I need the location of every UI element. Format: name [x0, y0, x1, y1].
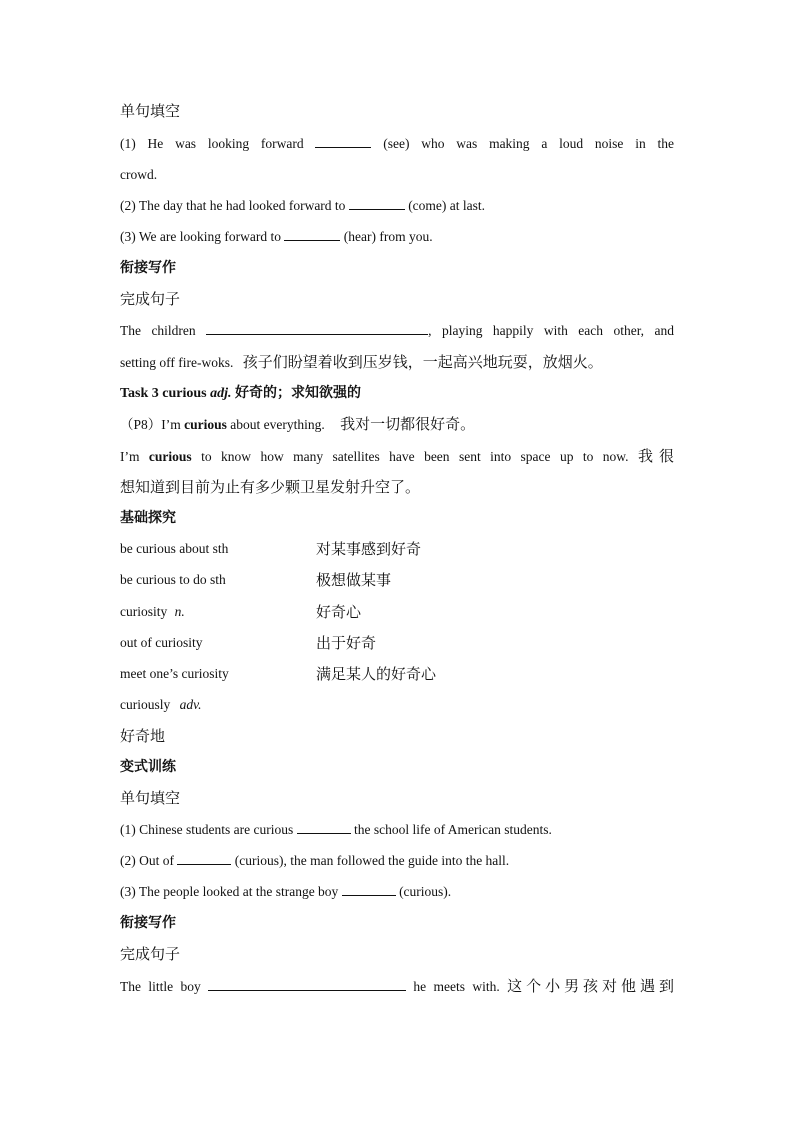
section-heading: 单句填空: [120, 102, 181, 120]
section-heading: 衔接写作: [120, 915, 176, 931]
translation-line: The little boy he meets with. 这个小男孩对他遇到: [120, 977, 674, 995]
question-3: (3) We are looking forward to (hear) from you.: [120, 229, 433, 244]
drill-question-1: (1) Chinese students are curious the school life of American students.: [120, 822, 552, 837]
translation-line-2: setting off fire-woks. 孩子们盼望着收到压岁钱，一起高兴地玩耍，放烟火。: [120, 353, 603, 371]
phrase-meaning: 极想做某事: [316, 571, 392, 589]
question-1-cont: crowd.: [120, 167, 158, 182]
section-heading: 衔接写作: [120, 260, 176, 276]
example-2: I’m curious to know how many satellites have been sent into space up to now. 我很: [120, 447, 674, 465]
answer-blank[interactable]: [349, 196, 405, 210]
phrase-meaning: 出于好奇: [316, 634, 377, 652]
answer-blank[interactable]: [297, 820, 351, 834]
phrase-meaning: 好奇心: [316, 603, 362, 621]
phrase-term: be curious about sth: [120, 541, 229, 556]
answer-blank[interactable]: [342, 882, 396, 896]
phrase-meaning: 满足某人的好奇心: [316, 665, 437, 683]
example-1: （P8）I’m curious about everything. 我对一切都很好奇。: [120, 415, 476, 433]
section-subheading: 完成句子: [120, 290, 181, 308]
section-subheading: 完成句子: [120, 945, 181, 963]
example-2-cont: 想知道到目前为止有多少颗卫星发射升空了。: [120, 478, 421, 496]
phrase-term: out of curiosity: [120, 635, 203, 650]
phrase-term: curiously adv.: [120, 697, 202, 712]
section-subheading: 单句填空: [120, 789, 181, 807]
drill-question-3: (3) The people looked at the strange boy (curious).: [120, 884, 452, 899]
answer-blank[interactable]: [208, 977, 406, 991]
phrase-term: curiosity n.: [120, 604, 185, 619]
phrase-term: be curious to do sth: [120, 572, 226, 587]
phrase-meaning: 对某事感到好奇: [316, 540, 422, 558]
answer-blank[interactable]: [206, 321, 428, 335]
phrase-meaning: 好奇地: [120, 727, 166, 745]
task-heading: Task 3 curious adj. 好奇的；求知欲强的: [120, 385, 362, 401]
section-heading: 变式训练: [120, 759, 176, 775]
answer-blank[interactable]: [177, 851, 231, 865]
question-1: (1) He was looking forward (see) who was making a loud noise in the: [120, 136, 674, 151]
answer-blank[interactable]: [315, 134, 371, 148]
section-heading: 基础探究: [120, 510, 176, 526]
drill-question-2: (2) Out of (curious), the man followed the guide into the hall.: [120, 853, 510, 868]
question-2: (2) The day that he had looked forward to (come) at last.: [120, 198, 486, 213]
answer-blank[interactable]: [284, 227, 340, 241]
translation-line-1: The children , playing happily with each other, and: [120, 323, 674, 338]
phrase-term: meet one’s curiosity: [120, 666, 229, 681]
